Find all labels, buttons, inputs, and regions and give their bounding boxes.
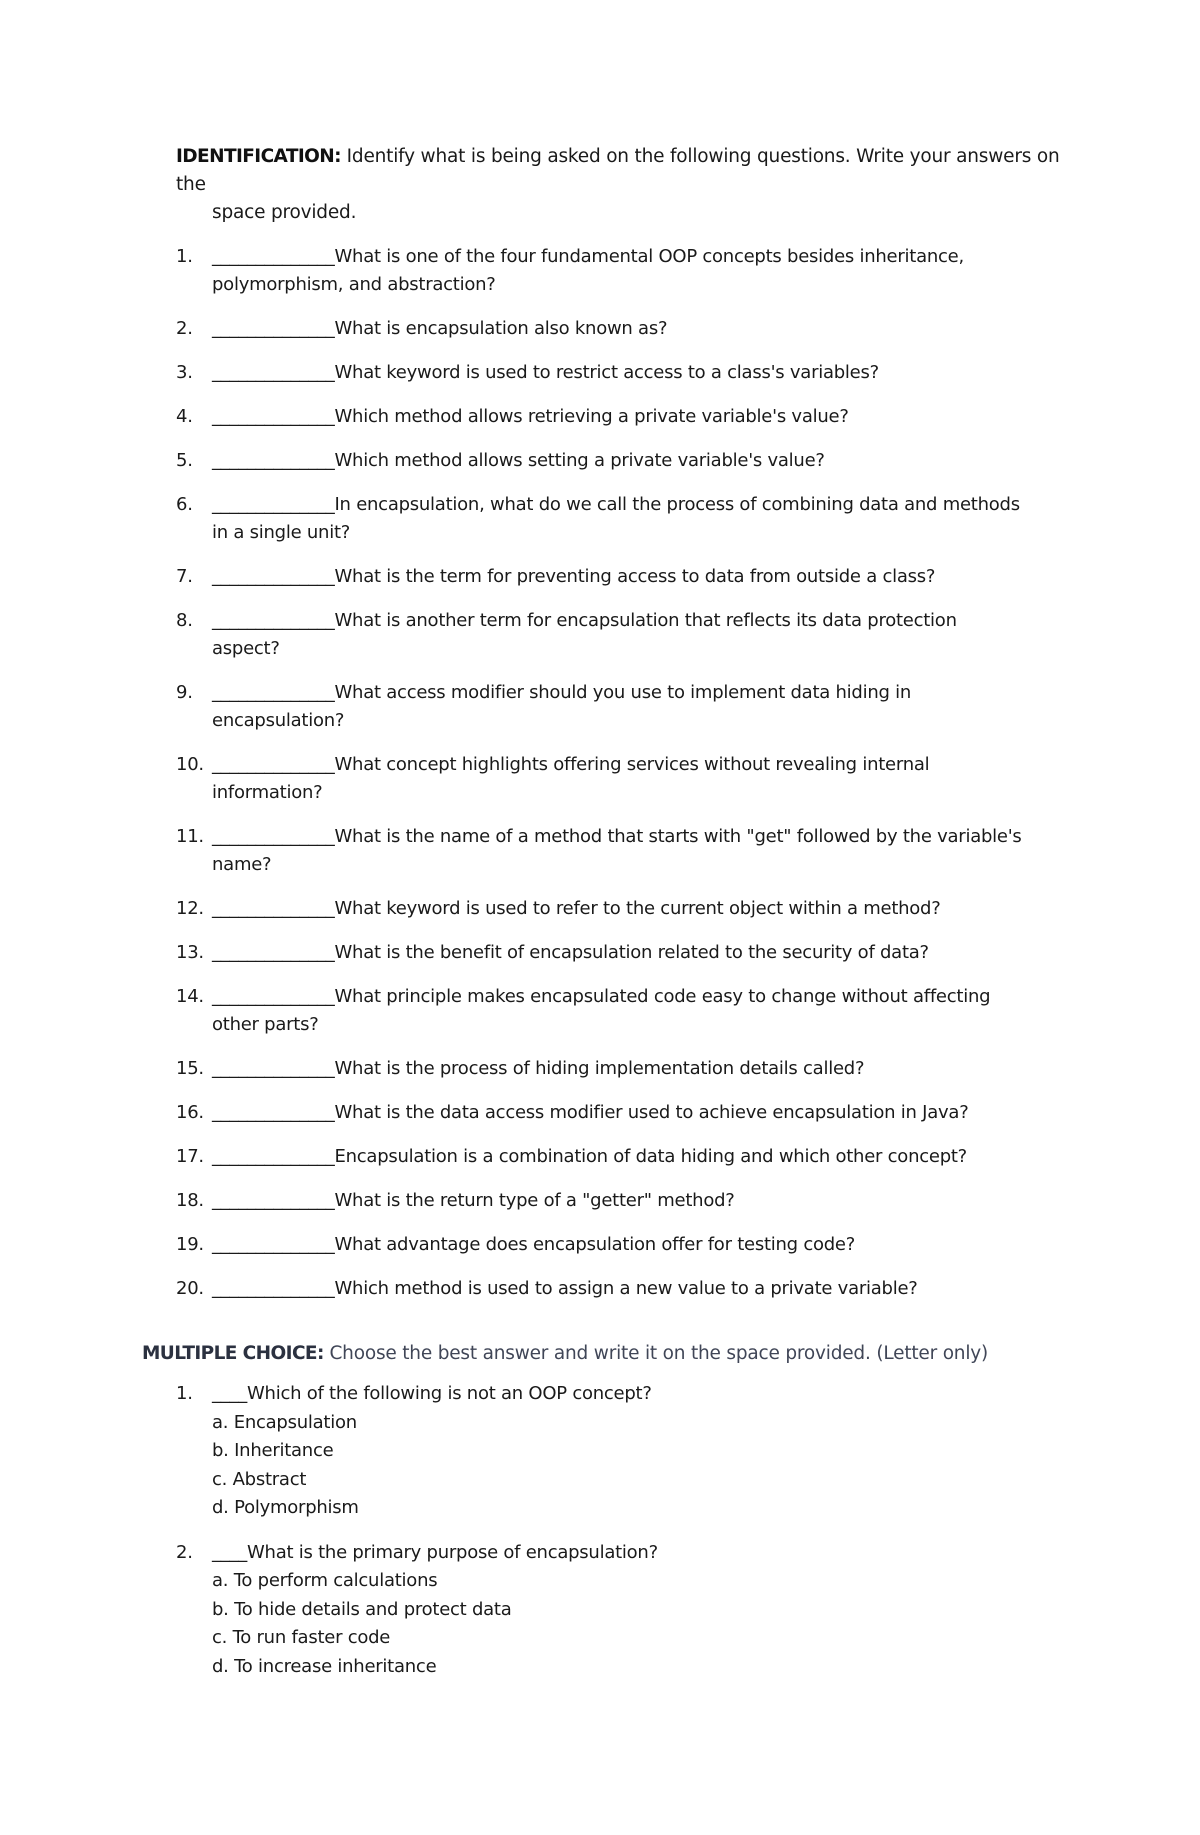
question-number: 8. — [176, 610, 193, 631]
answer-blank[interactable]: ______________ — [212, 450, 335, 471]
identification-question — [176, 983, 1076, 1039]
question-text: What keyword is used to refer to the current object within a method? — [334, 898, 941, 919]
multiple-choice-instructions: Choose the best answer and write it on the space provided. (Letter only) — [329, 1343, 989, 1364]
identification-question — [176, 823, 1076, 879]
question-text: Which method allows setting a private variable's value? — [334, 450, 825, 471]
identification-title: IDENTIFICATION: — [176, 146, 341, 167]
identification-heading — [176, 143, 1076, 227]
multiple-choice-question — [142, 1539, 1042, 1682]
question-text-continued: information? — [212, 782, 323, 803]
identification-question — [176, 403, 1076, 431]
question-number: 14. — [176, 986, 204, 1007]
question-text: Which method is used to assign a new value to a private variable? — [334, 1278, 918, 1299]
question-text-continued: in a single unit? — [212, 522, 351, 543]
identification-question — [176, 491, 1076, 547]
question-number: 2. — [176, 1541, 193, 1563]
identification-question — [176, 1231, 1076, 1259]
identification-question — [176, 243, 1076, 299]
identification-question — [176, 1187, 1076, 1215]
identification-section — [176, 143, 1076, 1319]
question-text-continued: other parts? — [212, 1014, 319, 1035]
identification-question — [176, 359, 1076, 387]
question-number: 18. — [176, 1190, 204, 1211]
question-text-continued: name? — [212, 854, 272, 875]
question-text: What concept highlights offering services without revealing internal — [334, 754, 930, 775]
question-number: 3. — [176, 362, 193, 383]
question-number: 19. — [176, 1234, 204, 1255]
question-number: 13. — [176, 942, 204, 963]
answer-option: d. Polymorphism — [212, 1497, 359, 1518]
question-number: 20. — [176, 1278, 204, 1299]
question-number: 1. — [176, 246, 193, 267]
answer-blank[interactable]: ______________ — [212, 1278, 335, 1299]
answer-options — [212, 1409, 1042, 1523]
question-text: Encapsulation is a combination of data hiding and which other concept? — [334, 1146, 967, 1167]
identification-question — [176, 1275, 1076, 1303]
multiple-choice-title: MULTIPLE CHOICE: — [142, 1343, 324, 1364]
identification-question — [176, 607, 1076, 663]
question-number: 17. — [176, 1146, 204, 1167]
answer-option: b. Inheritance — [212, 1440, 334, 1461]
answer-blank[interactable]: ______________ — [212, 1146, 335, 1167]
question-text: What is the term for preventing access to data from outside a class? — [334, 566, 936, 587]
multiple-choice-question-list — [142, 1380, 1042, 1681]
question-text: What advantage does encapsulation offer for testing code? — [334, 1234, 856, 1255]
answer-blank[interactable]: ______________ — [212, 754, 335, 775]
identification-question — [176, 1055, 1076, 1083]
identification-question — [176, 679, 1076, 735]
answer-blank[interactable]: ______________ — [212, 566, 335, 587]
identification-question — [176, 563, 1076, 591]
question-text: Which of the following is not an OOP concept? — [247, 1383, 652, 1404]
question-text: What principle makes encapsulated code easy to change without affecting — [334, 986, 991, 1007]
answer-blank[interactable]: ____ — [212, 1541, 247, 1563]
answer-options — [212, 1567, 1042, 1681]
answer-blank[interactable]: ______________ — [212, 406, 335, 427]
identification-question — [176, 939, 1076, 967]
answer-blank[interactable]: ____ — [212, 1383, 247, 1404]
question-text: Which method allows retrieving a private variable's value? — [334, 406, 849, 427]
question-number: 2. — [176, 318, 193, 339]
answer-option: d. To increase inheritance — [212, 1655, 437, 1677]
question-text: What keyword is used to restrict access to a class's variables? — [334, 362, 879, 383]
answer-blank[interactable]: ______________ — [212, 610, 335, 631]
question-text: What is encapsulation also known as? — [334, 318, 668, 339]
answer-blank[interactable]: ______________ — [212, 318, 335, 339]
answer-blank[interactable]: ______________ — [212, 1234, 335, 1255]
question-number: 5. — [176, 450, 193, 471]
answer-option: c. Abstract — [212, 1468, 307, 1490]
question-number: 10. — [176, 754, 204, 775]
question-text: What is the return type of a "getter" method? — [334, 1190, 735, 1211]
answer-blank[interactable]: ______________ — [212, 682, 335, 703]
identification-question — [176, 1099, 1076, 1127]
answer-blank[interactable]: ______________ — [212, 942, 335, 963]
identification-instructions: Identify what is being asked on the following questions. Write your answers on the — [176, 146, 1060, 195]
answer-blank[interactable]: ______________ — [212, 1190, 335, 1211]
question-text-continued: encapsulation? — [212, 710, 345, 731]
question-line — [212, 1539, 1042, 1568]
answer-blank[interactable]: ______________ — [212, 494, 335, 515]
question-text: What is the benefit of encapsulation related to the security of data? — [334, 942, 929, 963]
question-number: 1. — [176, 1383, 193, 1404]
identification-question — [176, 447, 1076, 475]
question-text-continued: polymorphism, and abstraction? — [212, 274, 496, 295]
question-text-continued: aspect? — [212, 638, 280, 659]
answer-blank[interactable]: ______________ — [212, 246, 335, 267]
identification-question — [176, 1143, 1076, 1171]
question-number: 7. — [176, 566, 193, 587]
question-text: What is the primary purpose of encapsulation? — [247, 1541, 658, 1563]
question-text: What is the process of hiding implementation details called? — [334, 1058, 865, 1079]
identification-instructions-cont: space provided. — [212, 202, 357, 223]
question-text: What is the data access modifier used to achieve encapsulation in Java? — [334, 1102, 969, 1123]
question-line — [212, 1380, 1042, 1409]
question-number: 12. — [176, 898, 204, 919]
answer-option: b. To hide details and protect data — [212, 1598, 512, 1620]
answer-blank[interactable]: ______________ — [212, 986, 335, 1007]
question-text: What access modifier should you use to implement data hiding in — [334, 682, 912, 703]
answer-option: a. Encapsulation — [212, 1411, 357, 1433]
answer-option: a. To perform calculations — [212, 1570, 438, 1591]
multiple-choice-question — [142, 1380, 1042, 1523]
question-number: 4. — [176, 406, 193, 427]
answer-blank[interactable]: ______________ — [212, 1102, 335, 1123]
answer-option: c. To run faster code — [212, 1627, 391, 1648]
answer-blank[interactable]: ______________ — [212, 826, 335, 847]
identification-question — [176, 751, 1076, 807]
question-number: 9. — [176, 682, 193, 703]
multiple-choice-heading — [142, 1340, 1042, 1368]
identification-question-list — [176, 243, 1076, 1303]
question-text: What is the name of a method that starts with "get" followed by the variable's — [334, 826, 1022, 847]
question-number: 6. — [176, 494, 193, 515]
question-text: What is one of the four fundamental OOP concepts besides inheritance, — [334, 246, 964, 267]
multiple-choice-section — [142, 1340, 1042, 1681]
identification-question — [176, 315, 1076, 343]
question-number: 11. — [176, 826, 204, 847]
question-number: 15. — [176, 1058, 204, 1079]
identification-question — [176, 895, 1076, 923]
question-text: What is another term for encapsulation that reflects its data protection — [334, 610, 957, 631]
question-number: 16. — [176, 1102, 204, 1123]
answer-blank[interactable]: ______________ — [212, 1058, 335, 1079]
answer-blank[interactable]: ______________ — [212, 898, 335, 919]
answer-blank[interactable]: ______________ — [212, 362, 335, 383]
question-text: In encapsulation, what do we call the process of combining data and methods — [334, 494, 1020, 515]
